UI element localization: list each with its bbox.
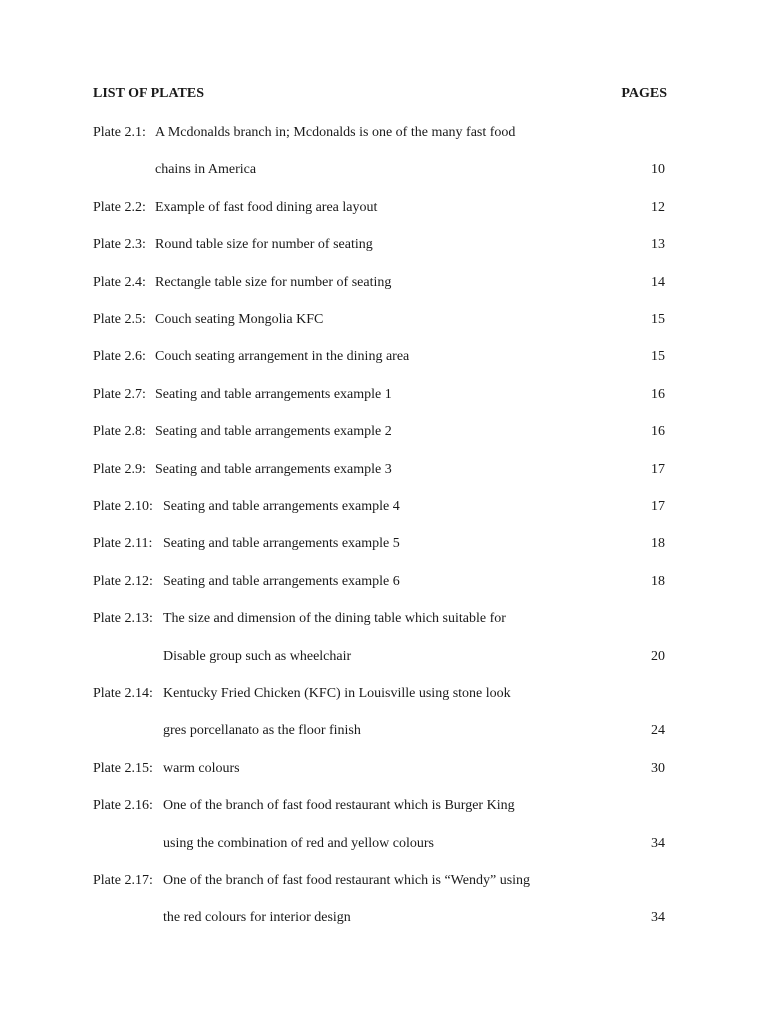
plate-page-number: 13 <box>651 237 665 253</box>
plate-label: Plate 2.8: <box>93 424 146 440</box>
plate-page-number: 17 <box>651 461 665 477</box>
plate-label: Plate 2.2: <box>93 199 146 215</box>
plate-title: Seating and table arrangements example 5 <box>163 536 400 552</box>
plate-label: Plate 2.1: <box>93 125 146 140</box>
plate-entry-line <box>93 160 665 180</box>
plate-entry-line <box>93 310 665 330</box>
plate-title: gres porcellanato as the floor finish <box>163 723 361 739</box>
plate-label: Plate 2.16: <box>93 798 153 814</box>
plate-label: Plate 2.6: <box>93 349 146 365</box>
pages-column-label: PAGES <box>621 86 667 101</box>
plate-entry-line <box>93 684 665 704</box>
plate-title: warm colours <box>163 760 240 776</box>
plate-title: Seating and table arrangements example 3 <box>155 461 392 477</box>
plate-page-number: 17 <box>651 499 665 514</box>
plate-title: Seating and table arrangements example 4 <box>163 499 400 514</box>
plate-page-number: 14 <box>651 274 665 290</box>
plate-page-number: 16 <box>651 386 665 402</box>
plate-label: Plate 2.12: <box>93 573 153 589</box>
plate-entry-line <box>93 273 665 293</box>
plate-page-number: 18 <box>651 573 665 589</box>
plate-title: Couch seating Mongolia KFC <box>155 312 324 327</box>
plate-label: Plate 2.5: <box>93 312 146 327</box>
plate-entry-line <box>93 347 665 367</box>
plate-page-number: 15 <box>651 349 665 365</box>
plate-title: the red colours for interior design <box>163 910 351 926</box>
plate-label: Plate 2.17: <box>93 873 153 888</box>
plate-label: Plate 2.15: <box>93 760 153 776</box>
plate-entry-line <box>93 460 665 480</box>
plate-label: Plate 2.11: <box>93 536 153 552</box>
plate-title: One of the branch of fast food restaurant which is Burger King <box>163 798 515 814</box>
plate-title: using the combination of red and yellow colours <box>163 835 434 851</box>
plate-entry-line <box>93 721 665 741</box>
plate-entry-line <box>93 908 665 928</box>
plate-entry-line <box>93 422 665 442</box>
plate-title: Example of fast food dining area layout <box>155 199 378 215</box>
plate-title: Seating and table arrangements example 2 <box>155 424 392 440</box>
plate-page-number: 30 <box>651 760 665 776</box>
plate-page-number: 34 <box>651 835 665 851</box>
plate-entry-line <box>93 572 665 592</box>
plate-page-number: 10 <box>651 162 665 178</box>
plate-entry-line <box>93 198 665 218</box>
plate-title: Couch seating arrangement in the dining area <box>155 349 410 365</box>
plate-title: Disable group such as wheelchair <box>163 648 352 664</box>
plate-entry-line <box>93 534 665 554</box>
plate-title: Seating and table arrangements example 6 <box>163 573 400 589</box>
plate-title: One of the branch of fast food restaurant which is “Wendy” using <box>163 873 531 888</box>
plate-title: Seating and table arrangements example 1 <box>155 386 392 402</box>
plate-label: Plate 2.14: <box>93 686 153 701</box>
plate-title: Kentucky Fried Chicken (KFC) in Louisville using stone look <box>163 686 511 701</box>
plate-entry-line <box>93 834 665 854</box>
plate-page-number: 15 <box>651 312 665 327</box>
plate-entry-line <box>93 123 665 143</box>
plate-page-number: 34 <box>651 910 665 926</box>
plate-label: Plate 2.13: <box>93 611 153 627</box>
plate-entry-line <box>93 235 665 255</box>
plate-entry-line <box>93 497 665 517</box>
list-header <box>93 86 667 106</box>
plate-label: Plate 2.9: <box>93 461 146 477</box>
plate-page-number: 24 <box>651 723 665 739</box>
plate-label: Plate 2.3: <box>93 237 146 253</box>
plate-label: Plate 2.10: <box>93 499 153 514</box>
plate-title: Rectangle table size for number of seating <box>155 274 392 290</box>
plate-entry-line <box>93 759 665 779</box>
plate-title: The size and dimension of the dining table which suitable for <box>163 611 506 627</box>
plate-entry-line <box>93 647 665 667</box>
plate-entry-line <box>93 871 665 891</box>
plate-page-number: 16 <box>651 424 665 440</box>
plate-page-number: 12 <box>651 199 665 215</box>
plate-entry-line <box>93 609 665 629</box>
plate-label: Plate 2.4: <box>93 274 146 290</box>
plate-title: A Mcdonalds branch in; Mcdonalds is one of the many fast food <box>155 125 516 140</box>
plate-title: chains in America <box>155 162 257 178</box>
plate-entry-line <box>93 385 665 405</box>
plate-title: Round table size for number of seating <box>155 237 373 253</box>
plate-label: Plate 2.7: <box>93 386 146 402</box>
list-title: LIST OF PLATES <box>93 86 205 101</box>
plate-page-number: 20 <box>651 648 665 664</box>
plate-entry-line <box>93 796 665 816</box>
plate-page-number: 18 <box>651 536 665 552</box>
